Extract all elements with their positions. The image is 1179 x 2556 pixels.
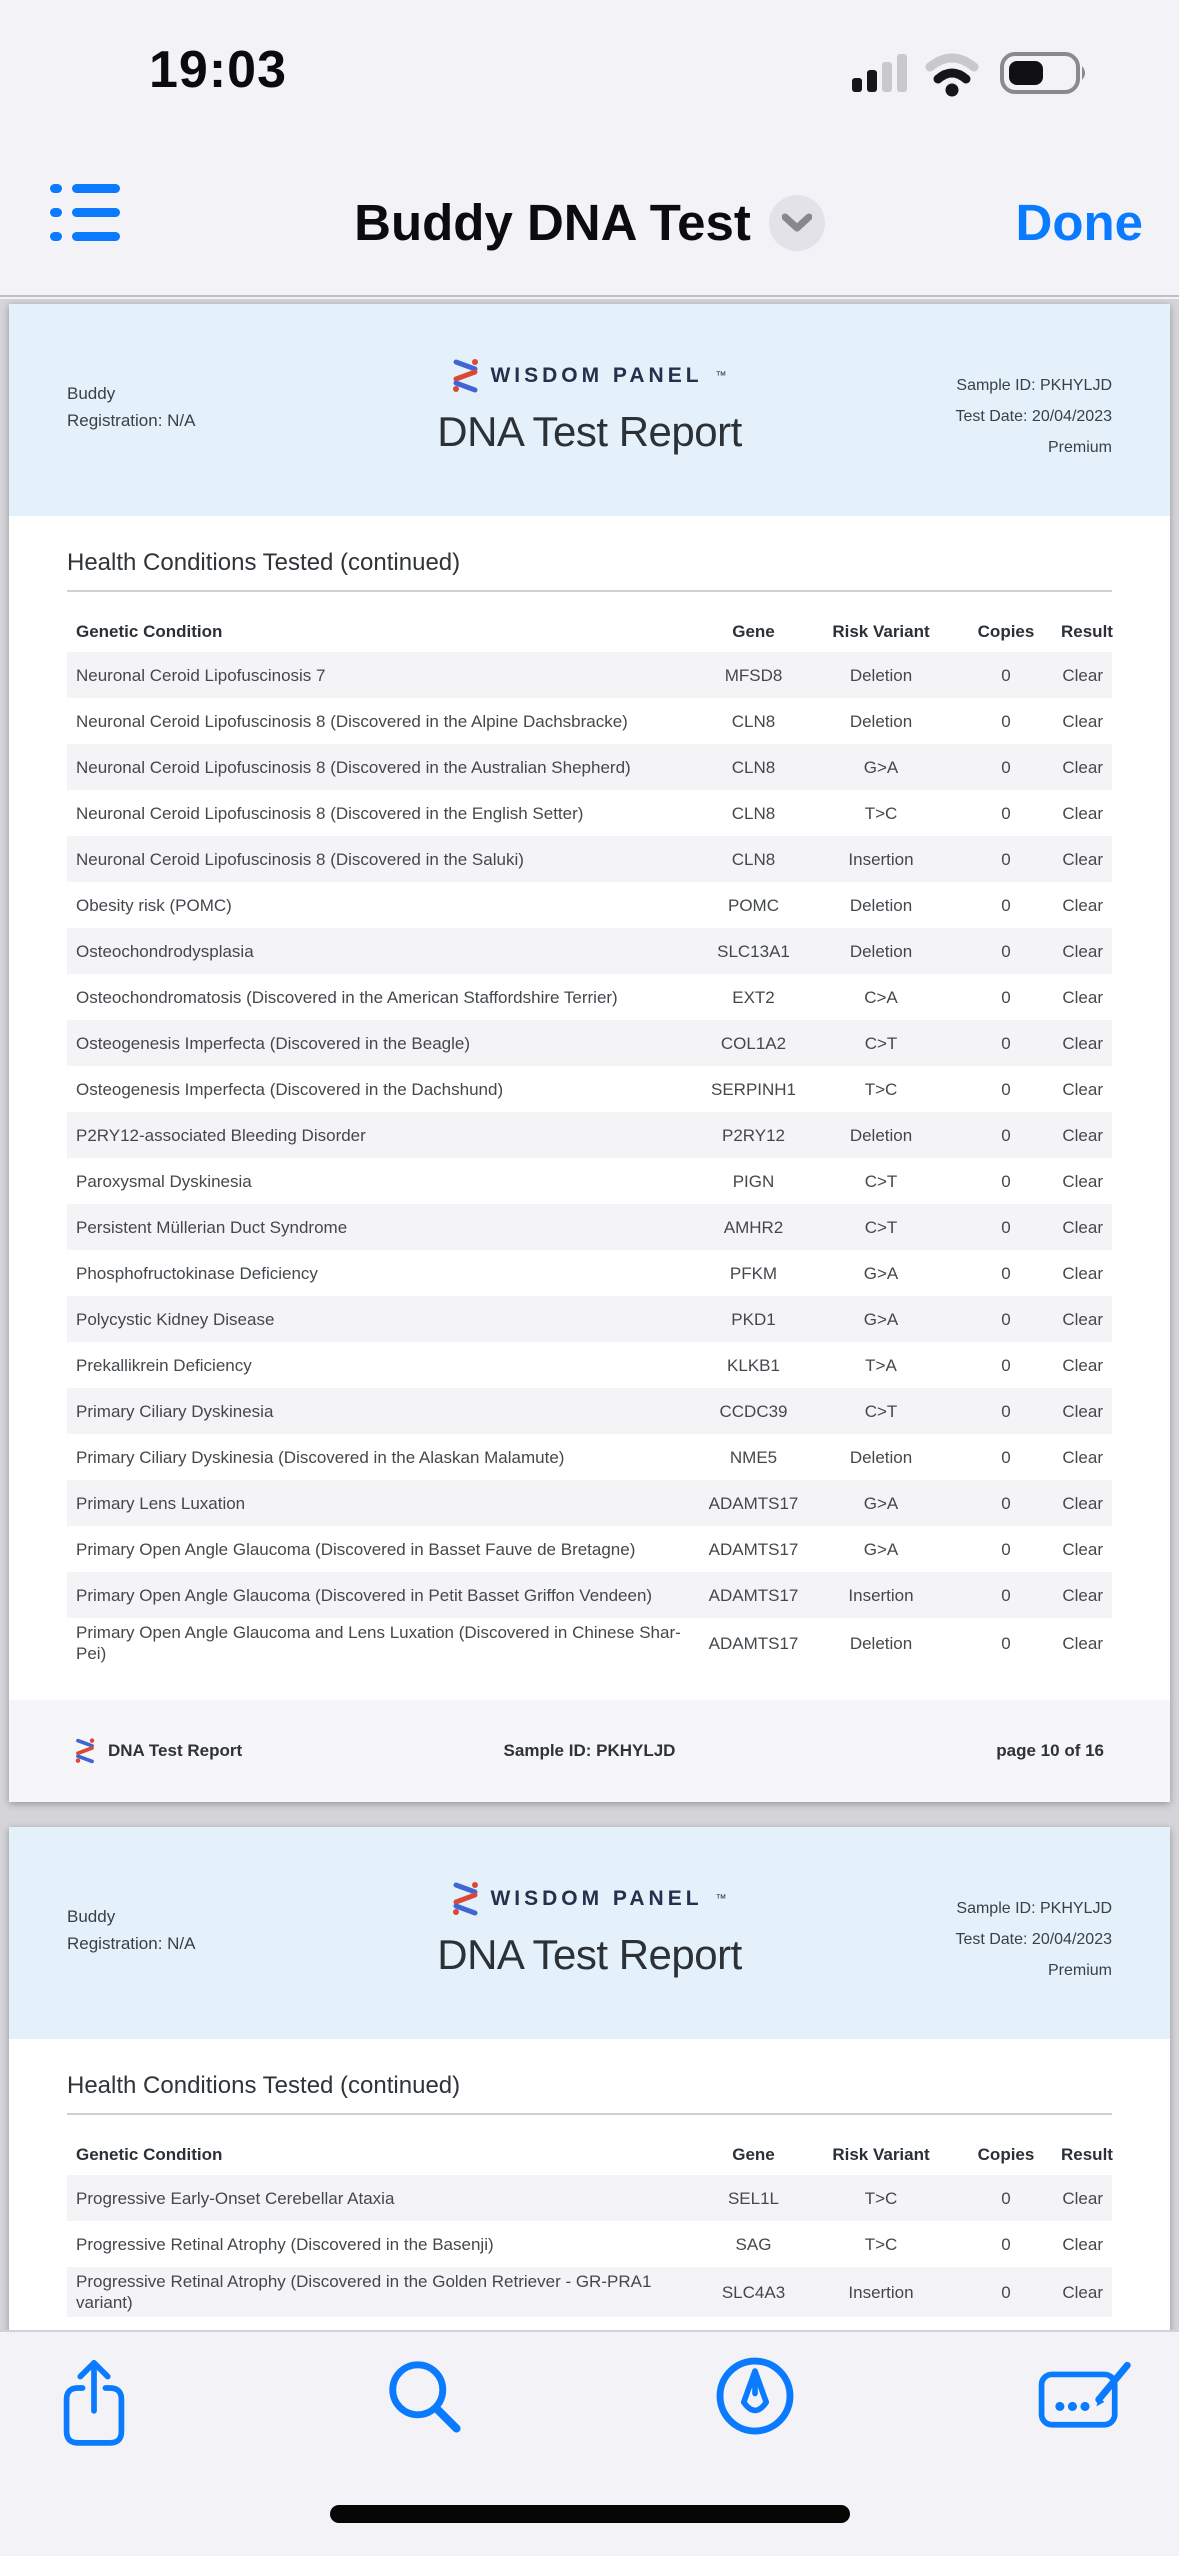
signature-form-icon — [1037, 2356, 1133, 2434]
cell-condition: Progressive Early-Onset Cerebellar Ataxia — [76, 2188, 395, 2208]
cell-copies: 0 — [1001, 757, 1011, 777]
cell-condition: Primary Open Angle Glaucoma (Discovered in Basset Fauve de Bretagne) — [76, 1539, 636, 1559]
cell-risk-variant: G>A — [863, 1539, 899, 1559]
search-icon — [384, 2356, 464, 2436]
col-gene: Gene — [732, 2144, 775, 2164]
registration: Registration: N/A — [67, 411, 196, 430]
cell-risk-variant: T>C — [864, 2188, 898, 2208]
section-title: Health Conditions Tested (continued) — [67, 2072, 1112, 2115]
cell-condition: Persistent Müllerian Duct Syndrome — [76, 1217, 348, 1237]
table-row — [67, 1158, 1112, 1204]
cell-copies: 0 — [1001, 941, 1011, 961]
cell-risk-variant: Insertion — [848, 1585, 914, 1605]
status-time: 19:03 — [149, 41, 287, 99]
status-icons — [852, 50, 1102, 103]
search-button[interactable] — [376, 2356, 472, 2452]
cell-condition: Phosphofructokinase Deficiency — [76, 1263, 318, 1283]
markup-pen-icon — [715, 2356, 795, 2436]
cell-risk-variant: Deletion — [849, 1633, 913, 1653]
table-row — [67, 1526, 1112, 1572]
cell-risk-variant: C>A — [864, 987, 898, 1007]
cell-result: Clear — [1062, 1263, 1103, 1283]
done-button[interactable]: Done — [1015, 194, 1143, 251]
cell-gene: PFKM — [729, 1263, 778, 1283]
cell-condition: P2RY12-associated Bleeding Disorder — [76, 1125, 366, 1145]
cell-result: Clear — [1062, 1633, 1103, 1653]
cell-risk-variant: Deletion — [849, 711, 913, 731]
cell-copies: 0 — [1001, 665, 1011, 685]
report-footer — [9, 1700, 1170, 1802]
cell-result: Clear — [1062, 987, 1103, 1007]
table-row — [67, 698, 1112, 744]
table-row — [67, 1250, 1112, 1296]
table-row — [67, 1388, 1112, 1434]
col-result: Result — [1061, 621, 1113, 641]
cell-risk-variant: G>A — [863, 1493, 899, 1513]
cell-result: Clear — [1062, 2282, 1103, 2302]
cell-gene: ADAMTS17 — [708, 1539, 799, 1559]
cell-gene: SAG — [735, 2234, 772, 2254]
table-row — [67, 1342, 1112, 1388]
cell-condition: Prekallikrein Deficiency — [76, 1355, 252, 1375]
trademark: ™ — [715, 1893, 727, 1905]
cell-risk-variant: Deletion — [849, 665, 913, 685]
cell-copies: 0 — [1001, 2282, 1011, 2302]
cell-result: Clear — [1062, 803, 1103, 823]
cell-gene: NME5 — [729, 1447, 778, 1467]
cell-copies: 0 — [1001, 1125, 1011, 1145]
cell-risk-variant: G>A — [863, 1309, 899, 1329]
cell-gene: PKD1 — [731, 1309, 776, 1329]
footer-brand-label: DNA Test Report — [108, 1741, 243, 1760]
report-header — [9, 304, 1170, 516]
top-chrome — [0, 0, 1179, 297]
cell-gene: PIGN — [732, 1171, 775, 1191]
document-title: Buddy DNA Test — [354, 194, 751, 251]
cell-result: Clear — [1062, 665, 1103, 685]
cell-result: Clear — [1062, 1585, 1103, 1605]
cell-gene: P2RY12 — [721, 1125, 785, 1145]
pdf-page-11 — [9, 1827, 1170, 2330]
share-icon — [57, 2356, 131, 2452]
table-row — [67, 882, 1112, 928]
cell-condition: Progressive Retinal Atrophy (Discovered in the Basenji) — [76, 2234, 494, 2254]
cell-copies: 0 — [1001, 1217, 1011, 1237]
share-button[interactable] — [46, 2356, 142, 2452]
battery-icon — [1002, 54, 1085, 92]
cell-copies: 0 — [1001, 1263, 1011, 1283]
cell-risk-variant: T>C — [864, 803, 898, 823]
cell-result: Clear — [1062, 1033, 1103, 1053]
report-title: DNA Test Report — [437, 1931, 742, 1978]
conditions-table — [67, 610, 1112, 1668]
table-row — [67, 652, 1112, 698]
registration: Registration: N/A — [67, 1934, 196, 1953]
cell-gene: SLC13A1 — [717, 941, 790, 961]
title-menu-button[interactable] — [769, 195, 825, 251]
cell-risk-variant: C>T — [864, 1217, 898, 1237]
cell-condition: Neuronal Ceroid Lipofuscinosis 8 (Discovered in the Australian Shepherd) — [76, 757, 631, 777]
table-row — [67, 2267, 1112, 2317]
cell-copies: 0 — [1001, 711, 1011, 731]
cell-gene: ADAMTS17 — [708, 1493, 799, 1513]
cell-gene: MFSD8 — [724, 665, 783, 685]
table-header-row — [67, 610, 1112, 652]
cell-result: Clear — [1062, 1447, 1103, 1467]
signature-button[interactable] — [1037, 2356, 1133, 2452]
cell-copies: 0 — [1001, 895, 1011, 915]
table-header-row — [67, 2133, 1112, 2175]
table-row — [67, 974, 1112, 1020]
pdf-page-10 — [9, 304, 1170, 1802]
cell-result: Clear — [1062, 1171, 1103, 1191]
cell-result: Clear — [1062, 1355, 1103, 1375]
cell-risk-variant: Deletion — [849, 895, 913, 915]
cell-copies: 0 — [1001, 1401, 1011, 1421]
plan-tier: Premium — [1047, 439, 1112, 456]
wifi-icon — [930, 58, 974, 97]
conditions-table — [67, 2133, 1112, 2317]
cell-result: Clear — [1062, 2188, 1103, 2208]
home-indicator[interactable] — [330, 2505, 850, 2523]
cell-risk-variant: C>T — [864, 1171, 898, 1191]
cell-condition: Primary Open Angle Glaucoma (Discovered in Petit Basset Griffon Vendeen) — [76, 1585, 653, 1605]
cell-copies: 0 — [1001, 1079, 1011, 1099]
cell-result: Clear — [1062, 941, 1103, 961]
trademark: ™ — [715, 370, 727, 382]
table-row — [67, 1434, 1112, 1480]
signal-icon — [852, 54, 907, 92]
table-row — [67, 1296, 1112, 1342]
cell-gene: COL1A2 — [720, 1033, 787, 1053]
plan-tier: Premium — [1047, 1962, 1112, 1979]
cell-copies: 0 — [1001, 849, 1011, 869]
cell-risk-variant: T>C — [864, 1079, 898, 1099]
cell-copies: 0 — [1001, 1033, 1011, 1053]
table-row — [67, 1112, 1112, 1158]
table-row — [67, 1572, 1112, 1618]
cell-condition: Primary Ciliary Dyskinesia — [76, 1401, 274, 1421]
cell-risk-variant: G>A — [863, 757, 899, 777]
dna-helix-icon — [452, 358, 479, 394]
table-row — [67, 1204, 1112, 1250]
cell-copies: 0 — [1001, 1355, 1011, 1375]
pet-name: Buddy — [67, 1907, 116, 1926]
cell-gene: SERPINH1 — [710, 1079, 797, 1099]
cell-condition: Osteogenesis Imperfecta (Discovered in the Dachshund) — [76, 1079, 504, 1099]
cell-copies: 0 — [1001, 987, 1011, 1007]
col-risk-variant: Risk Variant — [832, 621, 930, 641]
table-row — [67, 790, 1112, 836]
report-header — [9, 1827, 1170, 2039]
brand-name: WISDOM PANEL — [490, 1887, 703, 1910]
cell-copies: 0 — [1001, 2234, 1011, 2254]
brand-name: WISDOM PANEL — [490, 364, 703, 387]
cell-copies: 0 — [1001, 2188, 1011, 2208]
col-copies: Copies — [977, 621, 1035, 641]
section-title: Health Conditions Tested (continued) — [67, 549, 1112, 592]
cell-result: Clear — [1062, 1125, 1103, 1145]
cell-copies: 0 — [1001, 1309, 1011, 1329]
cell-result: Clear — [1062, 711, 1103, 731]
cell-risk-variant: Deletion — [849, 1447, 913, 1467]
report-title: DNA Test Report — [437, 408, 742, 455]
cell-condition: Paroxysmal Dyskinesia — [76, 1171, 252, 1191]
cell-copies: 0 — [1001, 1585, 1011, 1605]
table-row — [67, 2175, 1112, 2221]
cell-gene: EXT2 — [732, 987, 775, 1007]
cell-gene: CLN8 — [731, 849, 776, 869]
cell-gene: CLN8 — [731, 803, 776, 823]
cell-condition: Osteogenesis Imperfecta (Discovered in the Beagle) — [76, 1033, 471, 1053]
cell-result: Clear — [1062, 1539, 1103, 1559]
cell-result: Clear — [1062, 757, 1103, 777]
cell-gene: CLN8 — [731, 757, 776, 777]
table-row — [67, 1480, 1112, 1526]
cell-condition: Obesity risk (POMC) — [76, 895, 232, 915]
cell-result: Clear — [1062, 1309, 1103, 1329]
cell-risk-variant: Insertion — [848, 849, 914, 869]
cell-risk-variant: C>T — [864, 1401, 898, 1421]
cell-condition: Progressive Retinal Atrophy (Discovered in the Golden Retriever - GR-PRA1 variant) — [76, 2272, 652, 2312]
table-row — [67, 744, 1112, 790]
dna-helix-icon — [452, 1881, 479, 1917]
cell-copies: 0 — [1001, 1539, 1011, 1559]
cell-result: Clear — [1062, 849, 1103, 869]
cell-copies: 0 — [1001, 1493, 1011, 1513]
cell-result: Clear — [1062, 1217, 1103, 1237]
table-row — [67, 2221, 1112, 2267]
pdf-scroll-area[interactable] — [0, 299, 1179, 2330]
table-row — [67, 1020, 1112, 1066]
cell-condition: Osteochondromatosis (Discovered in the American Staffordshire Terrier) — [76, 987, 618, 1007]
cell-gene: ADAMTS17 — [708, 1585, 799, 1605]
table-row — [67, 1618, 1112, 1668]
cell-risk-variant: T>A — [865, 1355, 897, 1375]
cell-risk-variant: T>C — [864, 2234, 898, 2254]
col-genetic-condition: Genetic Condition — [76, 2144, 223, 2164]
cell-gene: POMC — [728, 895, 779, 915]
cell-result: Clear — [1062, 1401, 1103, 1421]
cell-copies: 0 — [1001, 1171, 1011, 1191]
cell-risk-variant: C>T — [864, 1033, 898, 1053]
col-copies: Copies — [977, 2144, 1035, 2164]
cell-condition: Neuronal Ceroid Lipofuscinosis 8 (Discovered in the Saluki) — [76, 849, 524, 869]
cell-risk-variant: Deletion — [849, 941, 913, 961]
cell-copies: 0 — [1001, 803, 1011, 823]
test-date: Test Date: 20/04/2023 — [955, 1931, 1112, 1948]
test-date: Test Date: 20/04/2023 — [955, 408, 1112, 425]
col-genetic-condition: Genetic Condition — [76, 621, 223, 641]
cell-condition: Neuronal Ceroid Lipofuscinosis 8 (Discovered in the Alpine Dachsbracke) — [76, 711, 628, 731]
cell-condition: Osteochondrodysplasia — [76, 941, 254, 961]
col-risk-variant: Risk Variant — [832, 2144, 930, 2164]
pet-name: Buddy — [67, 384, 116, 403]
nav-bar — [0, 150, 1179, 295]
cell-risk-variant: Deletion — [849, 1125, 913, 1145]
cell-condition: Primary Ciliary Dyskinesia (Discovered in the Alaskan Malamute) — [76, 1447, 565, 1467]
cell-condition: Neuronal Ceroid Lipofuscinosis 7 — [76, 665, 326, 685]
sample-id: Sample ID: PKHYLJD — [956, 377, 1112, 394]
cell-gene: CLN8 — [731, 711, 776, 731]
cell-condition: Neuronal Ceroid Lipofuscinosis 8 (Discovered in the English Setter) — [76, 803, 584, 823]
cell-gene: KLKB1 — [727, 1355, 780, 1375]
table-row — [67, 836, 1112, 882]
cell-copies: 0 — [1001, 1447, 1011, 1467]
cell-result: Clear — [1062, 2234, 1103, 2254]
cell-condition: Primary Open Angle Glaucoma and Lens Luxation (Discovered in Chinese Shar-Pei) — [76, 1623, 681, 1663]
cell-condition: Polycystic Kidney Disease — [76, 1309, 275, 1329]
footer-sample-id: Sample ID: PKHYLJD — [503, 1741, 676, 1760]
cell-condition: Primary Lens Luxation — [76, 1493, 246, 1513]
cell-gene: ADAMTS17 — [708, 1633, 799, 1653]
cell-gene: SLC4A3 — [721, 2282, 786, 2302]
cell-result: Clear — [1062, 895, 1103, 915]
cell-copies: 0 — [1001, 1633, 1011, 1653]
footer-page-number: page 10 of 16 — [996, 1741, 1104, 1760]
cell-risk-variant: Insertion — [848, 2282, 914, 2302]
sample-id: Sample ID: PKHYLJD — [956, 1900, 1112, 1917]
cell-gene: SEL1L — [727, 2188, 780, 2208]
cell-result: Clear — [1062, 1079, 1103, 1099]
chevron-down-icon — [782, 213, 812, 233]
cell-gene: AMHR2 — [723, 1217, 784, 1237]
table-row — [67, 928, 1112, 974]
markup-button[interactable] — [707, 2356, 803, 2452]
col-result: Result — [1061, 2144, 1113, 2164]
cell-risk-variant: G>A — [863, 1263, 899, 1283]
cell-gene: CCDC39 — [719, 1401, 788, 1421]
table-row — [67, 1066, 1112, 1112]
col-gene: Gene — [732, 621, 775, 641]
cell-result: Clear — [1062, 1493, 1103, 1513]
